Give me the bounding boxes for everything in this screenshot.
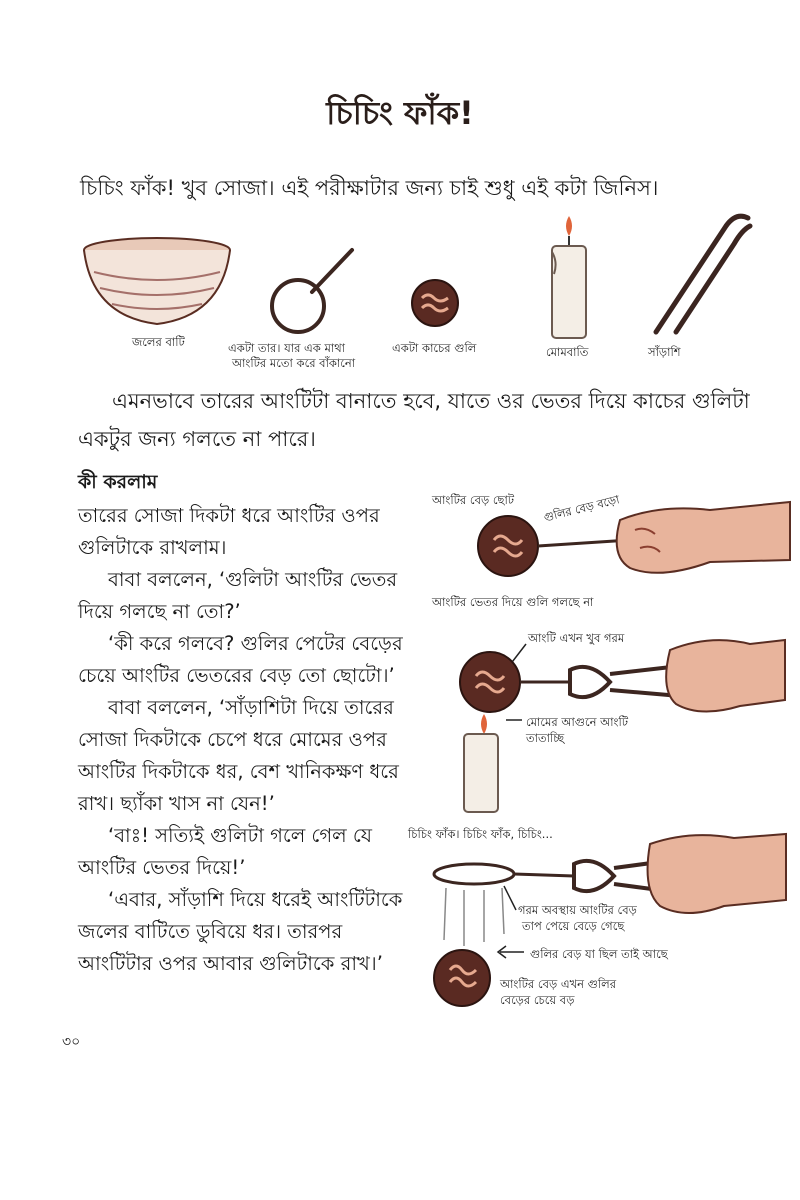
instruction-line-1: এমনভাবে তারের আংটিটা বানাতে হবে, যাতে ওর ভেতর দিয়ে কাচের গুলিটা xyxy=(112,389,750,413)
fig3-ring-bigger-label-1: আংটির বেড় এখন গুলির xyxy=(500,977,617,991)
wire-ring-illustration xyxy=(268,246,358,336)
story-line: সোজা দিকটাকে চেপে ধরে মোমের ওপর xyxy=(78,728,387,751)
page-number: ৩০ xyxy=(62,1034,81,1050)
fig2-heating-label-2: তাতাচ্ছি xyxy=(526,731,565,745)
story-line: ‘এবার, সাঁড়াশি দিয়ে ধরেই আংটিটাকে xyxy=(108,888,403,911)
fig3-expanded-label-1: গরম অবস্থায় আংটির বেড় xyxy=(518,903,637,917)
fig3-marble-same-label: গুলির বেড় যা ছিল তাই আছে xyxy=(530,947,668,961)
story-line: আংটিটার ওপর আবার গুলিটাকে রাখ।’ xyxy=(78,952,383,975)
story-line: রাখ। ছ্যাঁকা খাস না যেন!’ xyxy=(78,792,275,815)
wire-caption-2: আংটির মতো করে বাঁকানো xyxy=(232,356,356,370)
candle-illustration xyxy=(544,214,594,340)
story-line: চেয়ে আংটির ভেতরের বেড় তো ছোটো।’ xyxy=(78,664,395,687)
marble-caption: একটা কাচের গুলি xyxy=(392,341,477,355)
instruction-paragraph xyxy=(78,382,778,458)
fig1-ring-small-label: আংটির বেড় ছোট xyxy=(432,493,515,507)
story-block xyxy=(78,500,428,980)
bowl-caption: জলের বাটি xyxy=(132,335,185,349)
intro-text: চিচিং ফাঁক! খুব সোজা। এই পরীক্ষাটার জন্য চাই শুধু এই কটা জিনিস। xyxy=(80,176,659,200)
story-line: আংটির দিকটাকে ধর, বেশ খানিকক্ষণ ধরে xyxy=(78,760,399,783)
section-heading: কী করলাম xyxy=(78,471,158,493)
wire-caption-1: একটা তার। যার এক মাথা xyxy=(228,341,346,355)
bowl-illustration xyxy=(82,236,232,331)
instruction-line-2: একটুর জন্য গলতে না পারে। xyxy=(78,427,316,451)
fig3-expanded-label-2: তাপ পেয়ে বেড়ে গেছে xyxy=(522,919,625,933)
fig3-ring-bigger-label-2: বেড়ের চেয়ে বড় xyxy=(500,993,575,1007)
fig1-ring-marble-hand xyxy=(470,500,790,590)
story-line: গুলিটাকে রাখলাম। xyxy=(78,536,227,559)
tongs-illustration xyxy=(650,204,754,336)
page-title: চিচিং ফাঁক! xyxy=(326,94,474,132)
story-line: দিয়ে গলছে না তো?’ xyxy=(78,600,241,623)
story-line: বাবা বললেন, ‘গুলিটা আংটির ভেতর xyxy=(108,568,398,591)
story-line: ‘বাঃ! সত্যিই গুলিটা গলে গেল যে xyxy=(108,824,372,847)
candle-caption: মোমবাতি xyxy=(546,345,589,359)
marble-illustration xyxy=(410,278,460,328)
fig1-marble-big-label: গুলির বেড় বড়ো xyxy=(542,492,621,525)
fig2-heating-label-1: মোমের আগুনে আংটি xyxy=(526,715,629,729)
story-line: জলের বাটিতে ডুবিয়ে ধর। তারপর xyxy=(78,920,343,943)
fig1-not-passing-label: আংটির ভেতর দিয়ে গুলি গলছে না xyxy=(432,595,594,609)
tongs-caption: সাঁড়াশি xyxy=(648,345,681,359)
story-line: বাবা বললেন, ‘সাঁড়াশিটা দিয়ে তারের xyxy=(108,696,394,719)
fig2-ring-hot-label: আংটি এখন খুব গরম xyxy=(528,631,625,645)
story-line: তারের সোজা দিকটা ধরে আংটির ওপর xyxy=(78,504,380,527)
story-line: ‘কী করে গলবে? গুলির পেটের বেড়ের xyxy=(108,632,403,655)
story-line: আংটির ভেতর দিয়ে!’ xyxy=(78,856,246,879)
fig3-chant-label: চিচিং ফাঁক। চিচিং ফাঁক, চিচিং... xyxy=(408,827,553,841)
